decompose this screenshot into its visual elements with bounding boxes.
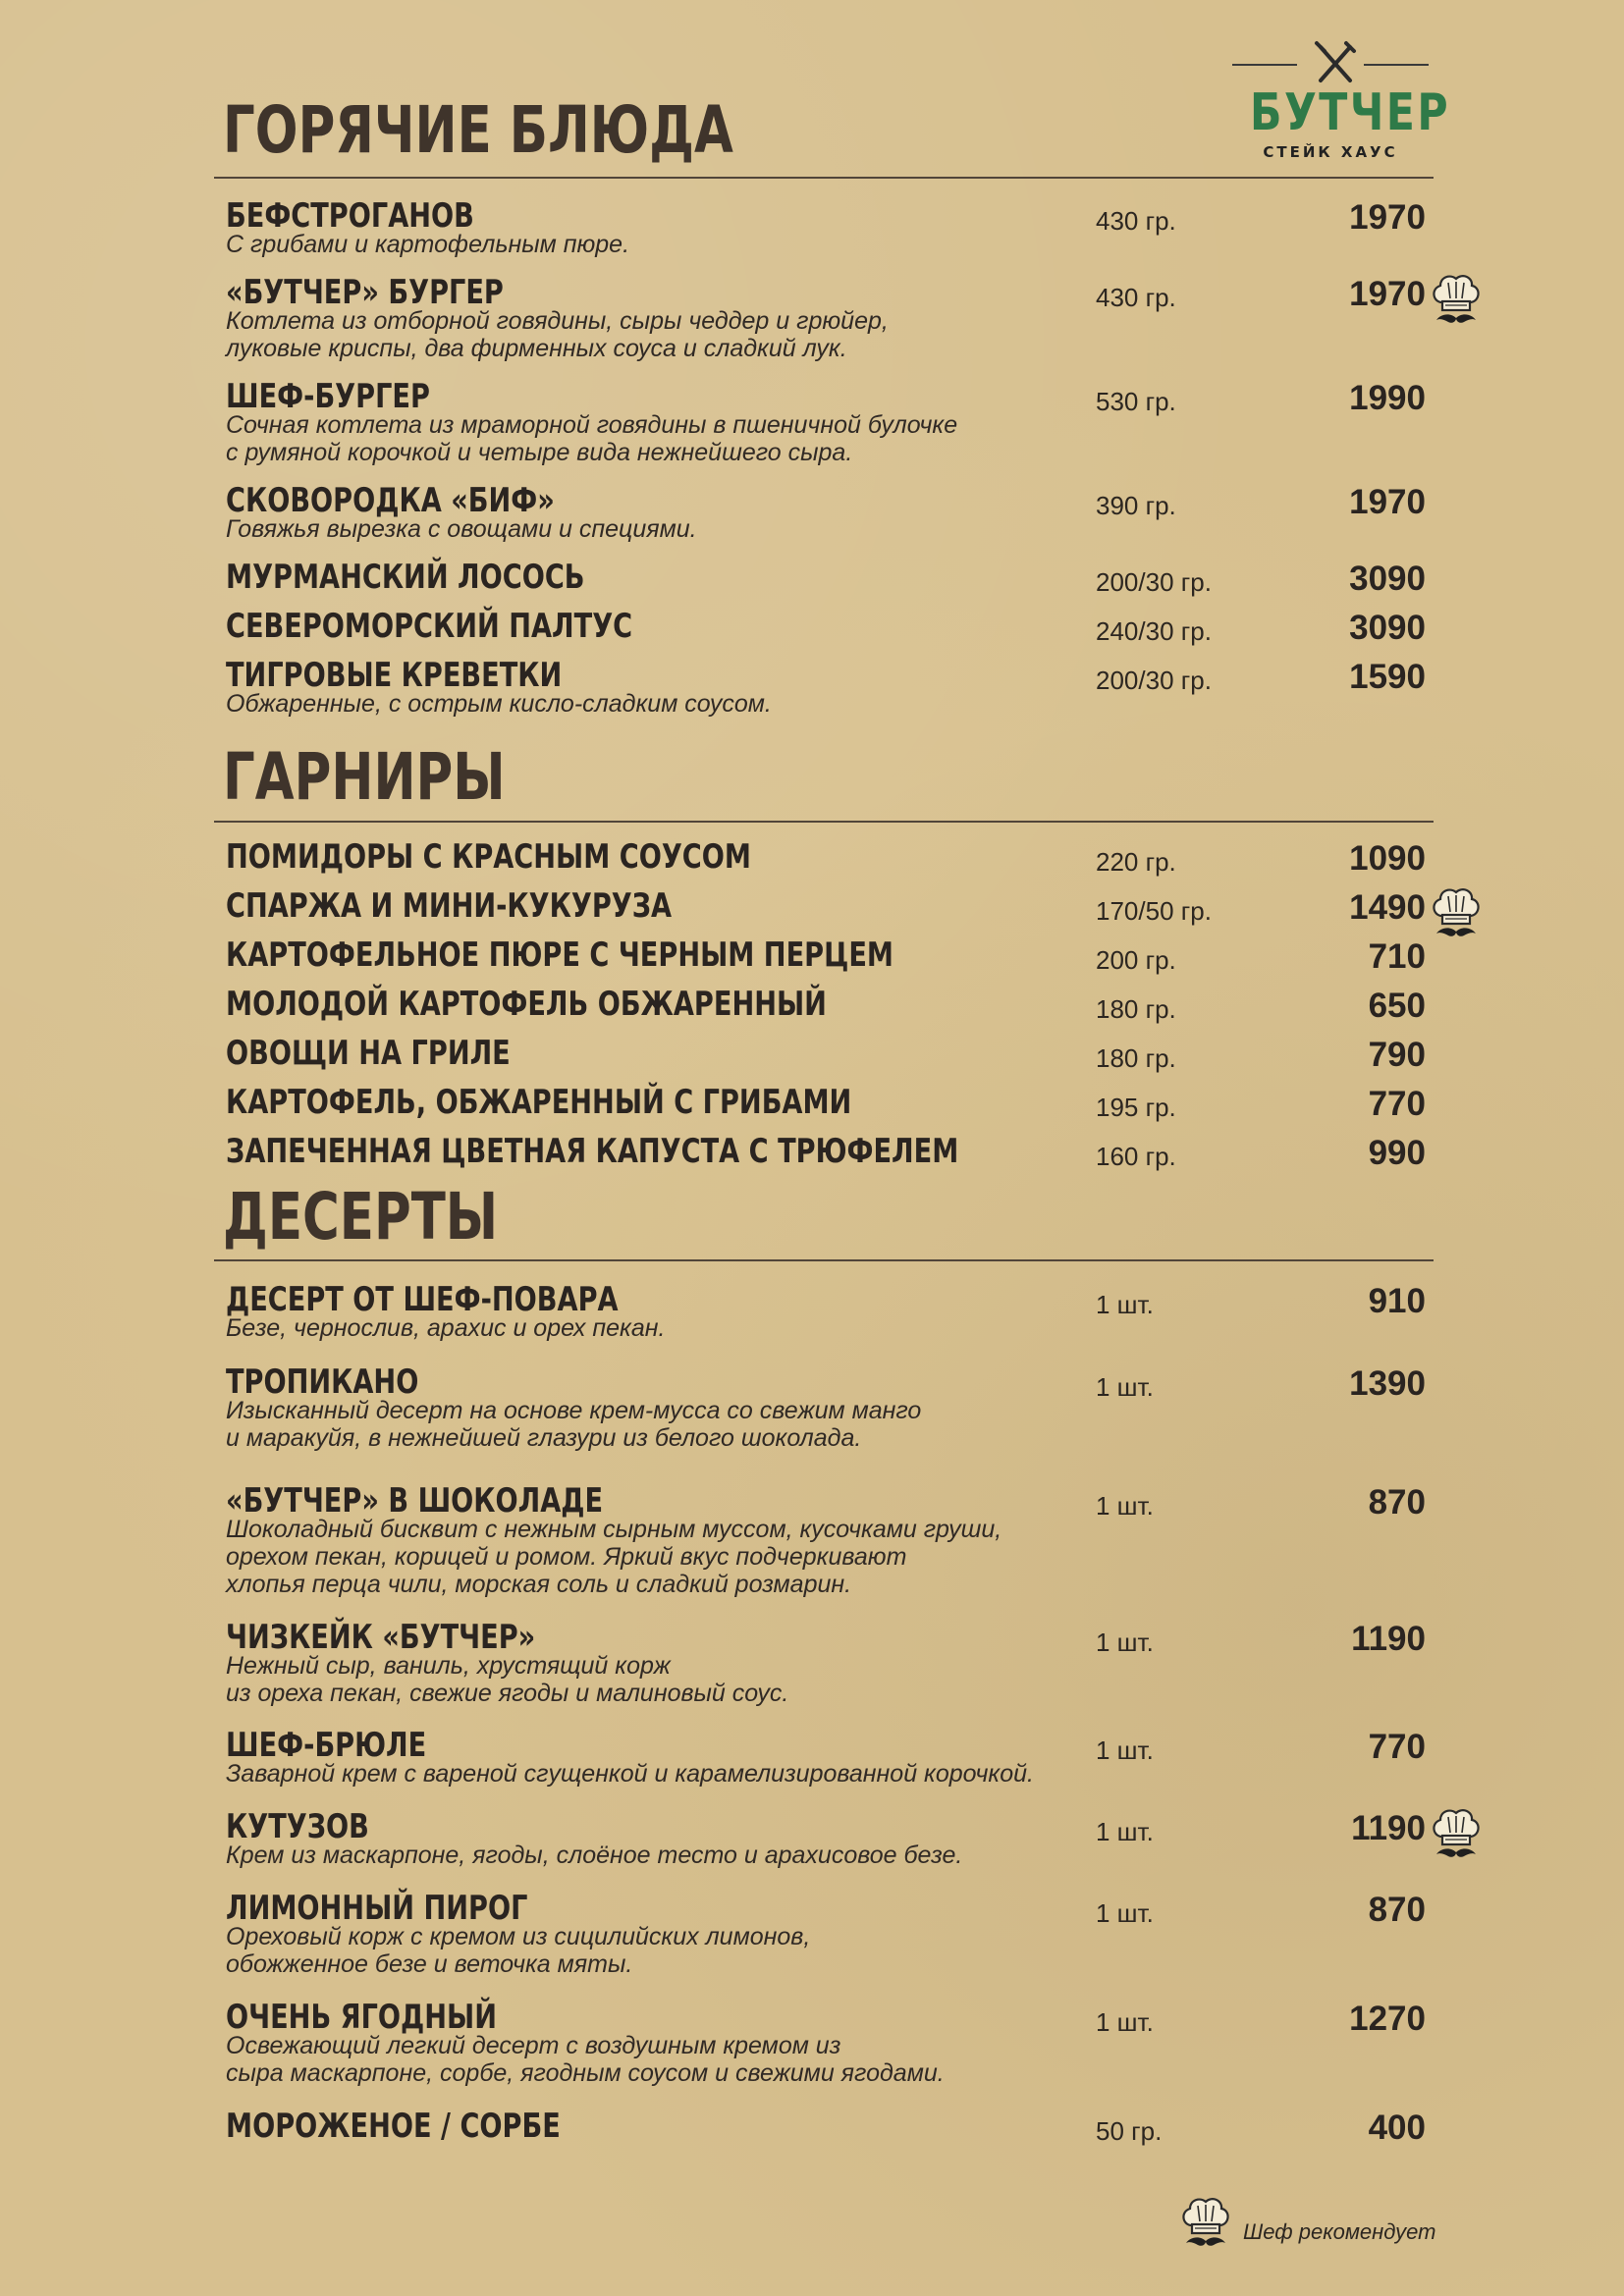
item-name: МОРОЖЕНОЕ / СОРБЕ (226, 2107, 561, 2146)
item-price: 870 (1368, 1891, 1426, 1929)
item-price: 870 (1368, 1483, 1426, 1522)
item-price: 1590 (1349, 658, 1426, 696)
chef-recommends-icon (1429, 882, 1484, 945)
item-name: КАРТОФЕЛЬ, ОБЖАРЕННЫЙ С ГРИБАМИ (226, 1083, 852, 1122)
menu-item (226, 2107, 1426, 2147)
logo-rule-right (1364, 64, 1429, 66)
item-price: 710 (1368, 937, 1426, 976)
menu-item (226, 275, 1424, 362)
item-name: КУТУЗОВ (226, 1807, 369, 1846)
item-weight: 160 гр. (1096, 1142, 1176, 1171)
item-name: «БУТЧЕР» БУРГЕР (226, 273, 504, 312)
item-name: КАРТОФЕЛЬНОЕ ПЮРЕ С ЧЕРНЫМ ПЕРЦЕМ (226, 935, 893, 975)
item-weight: 195 гр. (1096, 1093, 1176, 1122)
section-divider (214, 1259, 1434, 1261)
item-name: СПАРЖА И МИНИ-КУКУРУЗА (226, 886, 673, 926)
menu-item (226, 1364, 1424, 1452)
item-weight: 430 гр. (1096, 206, 1176, 236)
item-weight: 390 гр. (1096, 491, 1176, 520)
item-description: Освежающий легкий десерт с воздушным кремом из сыра маскарпоне, сорбе, ягодным соусом и свежими ягодами. (226, 2032, 945, 2087)
menu-item (226, 935, 1426, 976)
menu-item (226, 1282, 1424, 1342)
item-name: ШЕФ-БУРГЕР (226, 377, 430, 416)
item-name: ОЧЕНЬ ЯГОДНЫЙ (226, 1998, 497, 2037)
item-price: 650 (1368, 987, 1426, 1025)
item-name: БЕФСТРОГАНОВ (226, 196, 474, 236)
item-name: ОВОЩИ НА ГРИЛЕ (226, 1034, 511, 1073)
chef-recommends-icon (1429, 1803, 1484, 1866)
item-weight: 200 гр. (1096, 945, 1176, 975)
logo-name: БУТЧЕР (1250, 83, 1451, 142)
chef-hat-mustache-icon (1178, 2192, 1233, 2255)
item-weight: 1 шт. (1096, 1735, 1154, 1765)
item-description: Шоколадный бисквит с нежным сырным муссом, кусочками груши, орехом пекан, корицей и ромом. Яркий вкус подчеркивают хлопья перца чили, морская соль и сладкий розмарин. (226, 1516, 1002, 1598)
item-weight: 1 шт. (1096, 1290, 1154, 1319)
item-description: С грибами и картофельным пюре. (226, 231, 630, 258)
item-name: ТРОПИКАНО (226, 1362, 419, 1402)
item-price: 1270 (1349, 2000, 1426, 2038)
section-title-hot-dishes: ГОРЯЧИЕ БЛЮДА (223, 92, 733, 168)
item-name: ТИГРОВЫЕ КРЕВЕТКИ (226, 656, 563, 695)
item-price: 770 (1368, 1085, 1426, 1123)
item-weight: 220 гр. (1096, 847, 1176, 877)
item-weight: 1 шт. (1096, 1898, 1154, 1928)
menu-item (226, 483, 1424, 543)
menu-item (226, 558, 1426, 598)
item-weight: 180 гр. (1096, 1043, 1176, 1073)
logo-subtitle: СТЕЙК ХАУС (1263, 143, 1398, 161)
section-title-garnishes: ГАРНИРЫ (223, 739, 506, 815)
item-price: 1990 (1349, 379, 1426, 417)
menu-item (226, 1132, 1426, 1172)
menu-item (226, 198, 1424, 258)
item-price: 1490 (1349, 888, 1426, 927)
menu-item (226, 886, 1426, 927)
item-weight: 50 гр. (1096, 2116, 1163, 2146)
item-price: 1970 (1349, 275, 1426, 313)
item-price: 1190 (1351, 1809, 1426, 1847)
menu-item (226, 607, 1426, 647)
item-weight: 170/50 гр. (1096, 896, 1212, 926)
item-price: 790 (1368, 1036, 1426, 1074)
item-weight: 1 шт. (1096, 1491, 1154, 1521)
brand-logo (1232, 39, 1451, 167)
item-description: Сочная котлета из мраморной говядины в пшеничной булочке с румяной корочкой и четыре вида нежнейшего сыра. (226, 411, 958, 466)
chef-recommends-legend (1178, 2192, 1434, 2261)
menu-item (226, 1809, 1424, 1869)
item-price: 770 (1368, 1728, 1426, 1766)
item-name: МУРМАНСКИЙ ЛОСОСЬ (226, 558, 585, 597)
menu-item (226, 837, 1426, 878)
item-name: «БУТЧЕР» В ШОКОЛАДЕ (226, 1481, 604, 1521)
item-price: 1970 (1349, 198, 1426, 237)
item-description: Говяжья вырезка с овощами и специями. (226, 515, 697, 543)
item-name: ЧИЗКЕЙК «БУТЧЕР» (226, 1618, 536, 1657)
item-name: ДЕСЕРТ ОТ ШЕФ-ПОВАРА (226, 1280, 619, 1319)
fork-knife-icon (1311, 39, 1360, 88)
section-title-desserts: ДЕСЕРТЫ (223, 1179, 499, 1255)
item-price: 3090 (1349, 609, 1426, 647)
item-description: Обжаренные, с острым кисло-сладким соусом. (226, 690, 772, 718)
item-price: 1090 (1349, 839, 1426, 878)
item-weight: 1 шт. (1096, 2007, 1154, 2037)
item-description: Изысканный десерт на основе крем-мусса со свежим манго и маракуйя, в нежнейшей глазури из белого шоколада. (226, 1397, 922, 1452)
logo-rule-left (1232, 64, 1297, 66)
menu-item (226, 1728, 1424, 1788)
item-name: ЛИМОННЫЙ ПИРОГ (226, 1889, 528, 1928)
item-name: СЕВЕРОМОРСКИЙ ПАЛТУС (226, 607, 633, 646)
menu-item (226, 1034, 1426, 1074)
menu-item (226, 658, 1424, 718)
item-weight: 200/30 гр. (1096, 567, 1212, 597)
item-price: 910 (1368, 1282, 1426, 1320)
menu-item (226, 1083, 1426, 1123)
menu-item (226, 1620, 1424, 1707)
item-name: МОЛОДОЙ КАРТОФЕЛЬ ОБЖАРЕННЫЙ (226, 985, 827, 1024)
item-name: ЗАПЕЧЕННАЯ ЦВЕТНАЯ КАПУСТА С ТРЮФЕЛЕМ (226, 1132, 959, 1171)
chef-recommends-icon (1429, 269, 1484, 332)
item-weight: 430 гр. (1096, 283, 1176, 312)
item-name: ПОМИДОРЫ С КРАСНЫМ СОУСОМ (226, 837, 751, 877)
item-description: Ореховый корж с кремом из сицилийских лимонов, обожженное безе и веточка мяты. (226, 1923, 811, 1978)
item-description: Нежный сыр, ваниль, хрустящий корж из ореха пекан, свежие ягоды и малиновый соус. (226, 1652, 789, 1707)
item-weight: 200/30 гр. (1096, 666, 1212, 695)
item-price: 1390 (1349, 1364, 1426, 1403)
item-weight: 1 шт. (1096, 1372, 1154, 1402)
item-price: 400 (1368, 2109, 1426, 2147)
item-description: Безе, чернослив, арахис и орех пекан. (226, 1314, 666, 1342)
item-description: Котлета из отборной говядины, сыры чеддер и грюйер, луковые криспы, два фирменных соуса и сладкий лук. (226, 307, 889, 362)
item-description: Крем из маскарпоне, ягоды, слоёное тесто и арахисовое безе. (226, 1842, 963, 1869)
item-description: Заварной крем с вареной сгущенкой и карамелизированной корочкой. (226, 1760, 1034, 1788)
item-weight: 1 шт. (1096, 1628, 1154, 1657)
menu-item (226, 1891, 1424, 1978)
item-price: 990 (1368, 1134, 1426, 1172)
item-weight: 1 шт. (1096, 1817, 1154, 1846)
item-weight: 530 гр. (1096, 387, 1176, 416)
item-price: 3090 (1349, 560, 1426, 598)
menu-item (226, 2000, 1424, 2087)
legend-label: Шеф рекомендует (1243, 2219, 1436, 2244)
item-weight: 240/30 гр. (1096, 616, 1212, 646)
section-divider (214, 177, 1434, 179)
section-divider (214, 821, 1434, 823)
item-name: ШЕФ-БРЮЛЕ (226, 1726, 427, 1765)
menu-item (226, 985, 1426, 1025)
menu-item (226, 379, 1424, 466)
item-weight: 180 гр. (1096, 994, 1176, 1024)
menu-item (226, 1483, 1424, 1598)
item-price: 1190 (1351, 1620, 1426, 1658)
item-name: СКОВОРОДКА «БИФ» (226, 481, 555, 520)
item-price: 1970 (1349, 483, 1426, 521)
